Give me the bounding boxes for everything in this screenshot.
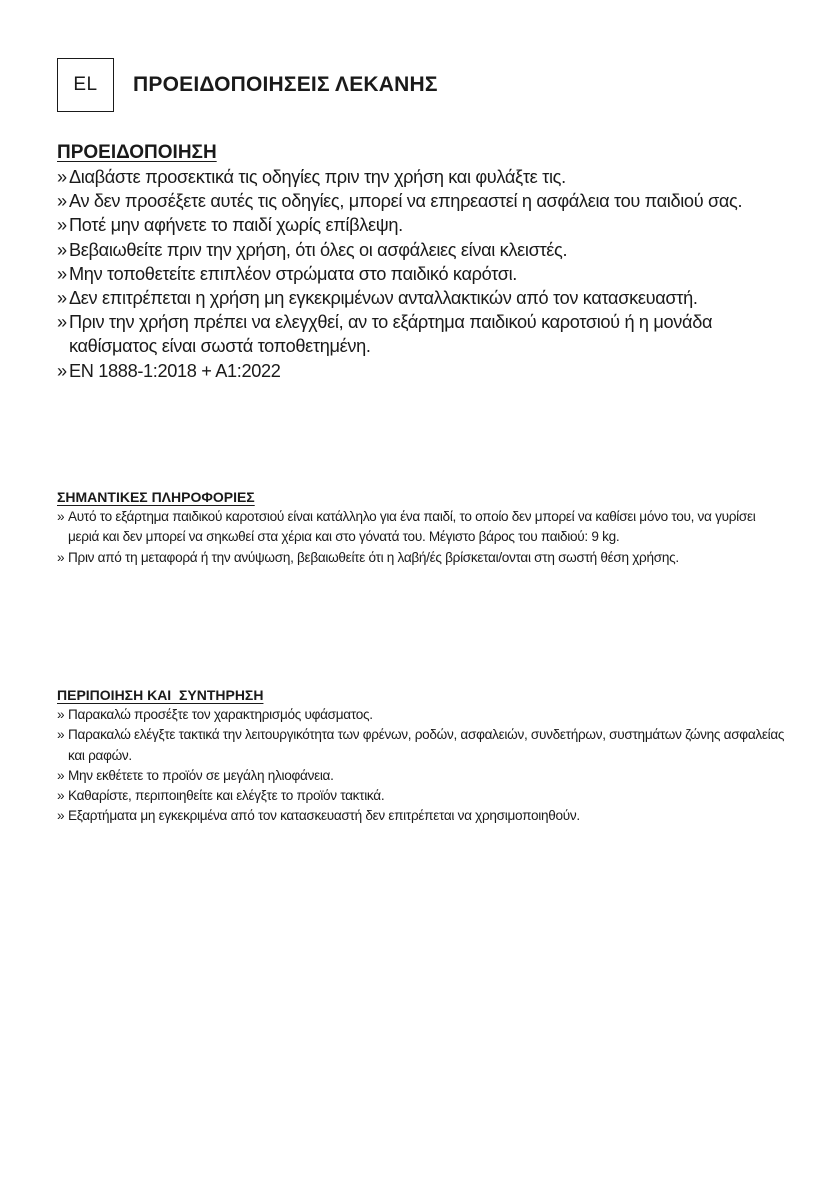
bullet-marker: » bbox=[57, 312, 67, 333]
language-code-badge: EL bbox=[57, 58, 114, 112]
warning-item bbox=[57, 165, 787, 189]
bullet-marker: » bbox=[57, 239, 67, 260]
warning-item-text: Αν δεν προσέξετε αυτές τις οδηγίες, μπορεί να επηρεαστεί η ασφάλεια του παιδιού σας. bbox=[69, 191, 743, 212]
care-item-text: Εξαρτήματα μη εγκεκριμένα από τον κατασκευαστή δεν επιτρέπεται να χρησιμοποιηθούν. bbox=[68, 808, 580, 824]
important-info-item bbox=[57, 548, 787, 568]
warning-item-text: EN 1888-1:2018 + A1:2022 bbox=[69, 360, 281, 381]
warning-item bbox=[57, 238, 787, 262]
warning-list bbox=[57, 165, 787, 383]
bullet-marker: » bbox=[57, 767, 65, 783]
care-item bbox=[57, 725, 787, 766]
bullet-marker: » bbox=[57, 288, 67, 309]
warning-section bbox=[57, 140, 787, 383]
care-item-text: Μην εκθέτετε το προϊόν σε μεγάλη ηλιοφάνεια. bbox=[68, 767, 334, 783]
warning-item bbox=[57, 310, 787, 358]
warning-item-text: Διαβάστε προσεκτικά τις οδηγίες πριν την χρήση και φυλάξτε τις. bbox=[69, 167, 566, 187]
warning-item bbox=[57, 189, 787, 213]
warning-item-text: Δεν επιτρέπεται η χρήση μη εγκεκριμένων ανταλλακτικών από τον κατασκευαστή. bbox=[69, 288, 698, 309]
bullet-marker: » bbox=[57, 549, 65, 565]
care-item bbox=[57, 766, 787, 786]
warning-item-text: Βεβαιωθείτε πριν την χρήση, ότι όλες οι ασφάλειες είναι κλειστές. bbox=[69, 239, 568, 260]
page-title: ΠΡΟΕΙΔΟΠΟΙΗΣΕΙΣ ΛΕΚΑΝΗΣ bbox=[133, 73, 438, 96]
warning-item-text: Ποτέ μην αφήνετε το παιδί χωρίς επίβλεψη. bbox=[69, 215, 403, 236]
warning-item bbox=[57, 213, 787, 237]
important-info-item bbox=[57, 507, 787, 548]
important-info-item-text: Πριν από τη μεταφορά ή την ανύψωση, βεβαιωθείτε ότι η λαβή/ές βρίσκεται/ονται στη σωστή θέση χρήσης. bbox=[68, 549, 679, 565]
warning-item bbox=[57, 262, 787, 286]
care-item-text: Παρακαλώ ελέγξτε τακτικά την λειτουργικότητα των φρένων, ροδών, ασφαλειών, συνδετήρων, συστημάτων ζώνης ασφαλείας και ραφών. bbox=[68, 727, 785, 763]
care-item bbox=[57, 806, 787, 826]
warning-heading: ΠΡΟΕΙΔΟΠΟΙΗΣΗ bbox=[57, 142, 217, 163]
care-item-text: Παρακαλώ προσέξτε τον χαρακτηρισμός υφάσματος. bbox=[68, 707, 373, 722]
bullet-marker: » bbox=[57, 707, 65, 722]
bullet-marker: » bbox=[57, 788, 65, 804]
important-info-list bbox=[57, 507, 787, 568]
page-header bbox=[57, 57, 438, 113]
care-maintenance-list bbox=[57, 705, 787, 827]
care-item-text: Καθαρίστε, περιποιηθείτε και ελέγξτε το προϊόν τακτικά. bbox=[68, 788, 385, 804]
warning-item-text: Πριν την χρήση πρέπει να ελεγχθεί, αν το εξάρτημα παιδικού καροτσιού ή η μονάδα καθίσματος είναι σωστά τοποθετημένη. bbox=[69, 312, 713, 357]
important-info-section bbox=[57, 487, 787, 568]
care-maintenance-heading: ΠΕΡΙΠΟΙΗΣΗ ΚΑΙ ΣΥΝΤΗΡΗΣΗ bbox=[57, 687, 264, 703]
bullet-marker: » bbox=[57, 215, 67, 236]
important-info-item-text: Αυτό το εξάρτημα παιδικού καροτσιού είναι κατάλληλο για ένα παιδί, το οποίο δεν μπορεί να καθίσει μόνο του, να γυρίσει μεριά και δεν μπορεί να σηκωθεί στα χέρια και στο γόνατά του. Μέγιστο βάρος του παιδιού: 9 kg. bbox=[68, 509, 756, 545]
care-item bbox=[57, 705, 787, 725]
bullet-marker: » bbox=[57, 263, 67, 284]
bullet-marker: » bbox=[57, 509, 65, 524]
bullet-marker: » bbox=[57, 191, 67, 212]
bullet-marker: » bbox=[57, 808, 65, 824]
warning-item-text: Μην τοποθετείτε επιπλέον στρώματα στο παιδικό καρότσι. bbox=[69, 263, 517, 284]
bullet-marker: » bbox=[57, 360, 67, 381]
warning-item bbox=[57, 359, 787, 383]
care-maintenance-section bbox=[57, 685, 787, 827]
bullet-marker: » bbox=[57, 167, 67, 187]
bullet-marker: » bbox=[57, 727, 65, 743]
care-item bbox=[57, 786, 787, 806]
important-info-heading: ΣΗΜΑΝΤΙΚΕΣ ΠΛΗΡΟΦΟΡΙΕΣ bbox=[57, 489, 255, 505]
warning-item bbox=[57, 286, 787, 310]
